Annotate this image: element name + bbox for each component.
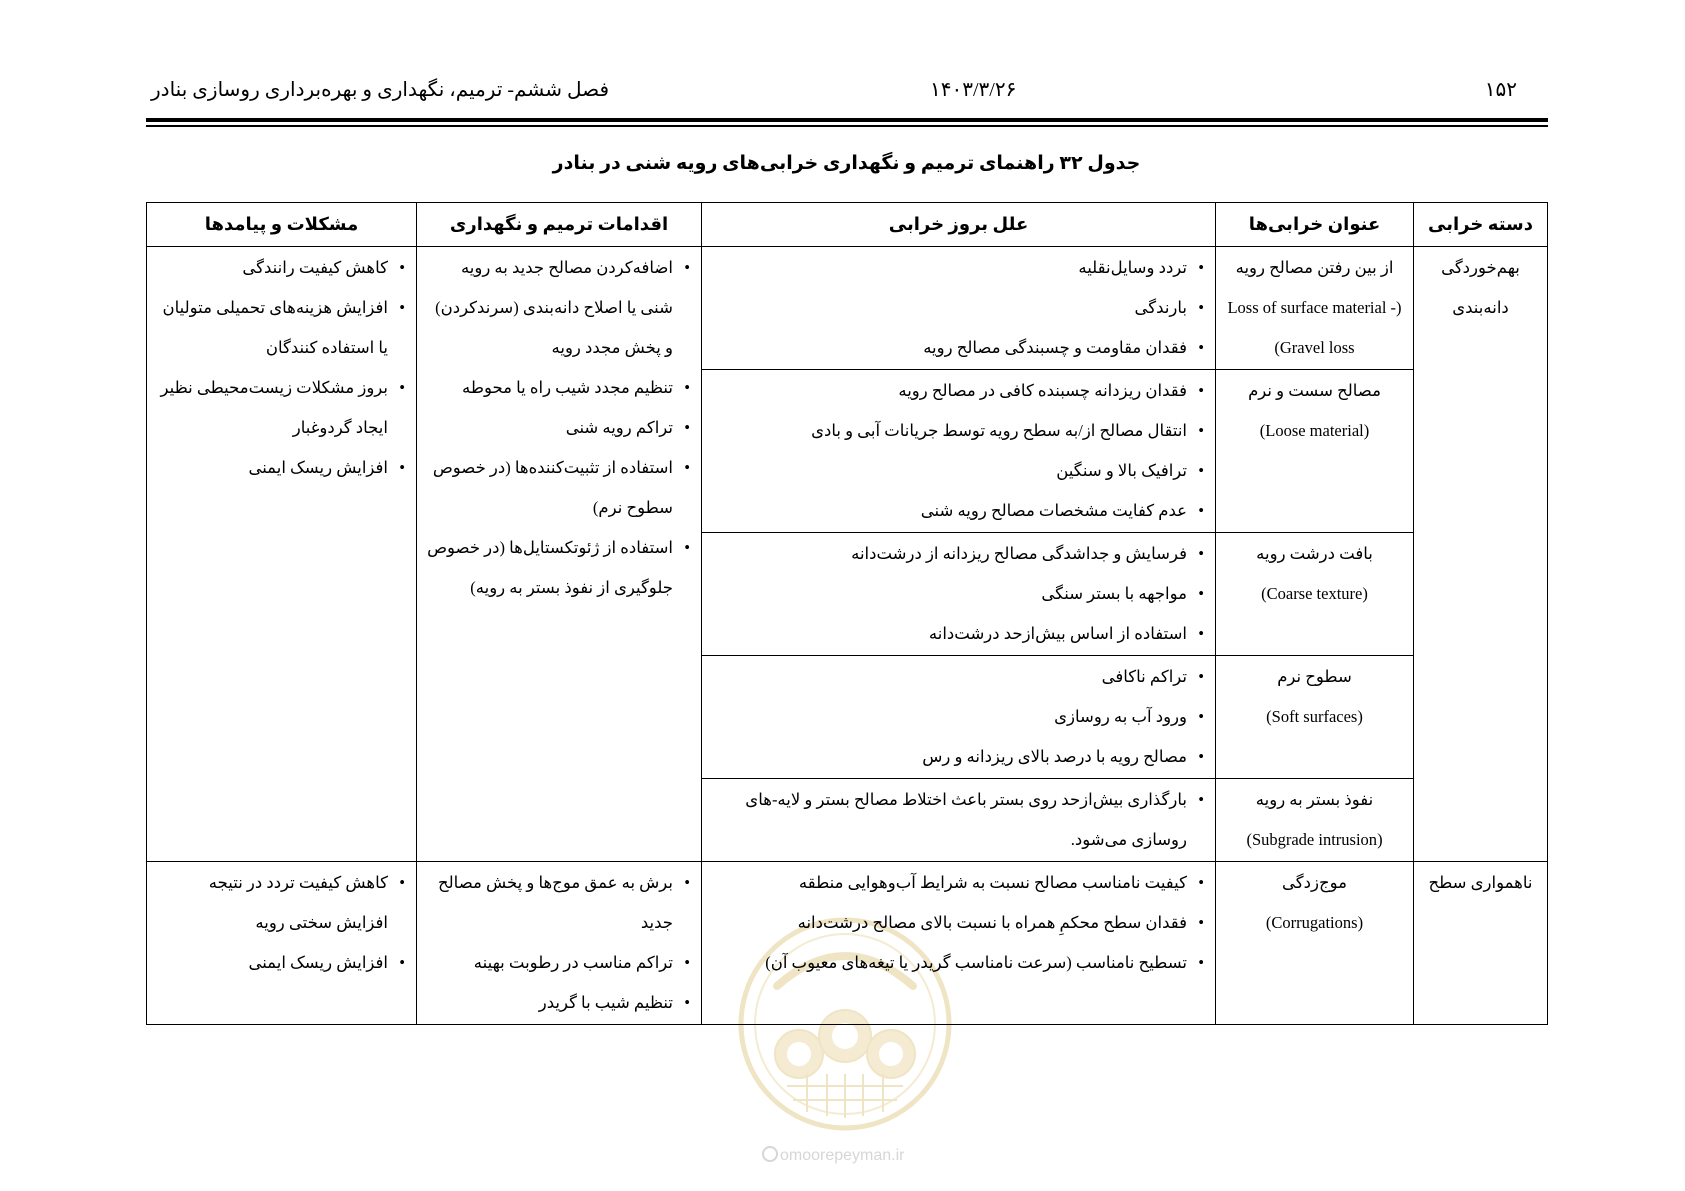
distress-english: (Loose material)	[1259, 421, 1370, 440]
cause-item: • فقدان مقاومت و چسبندگی مصالح رویه	[710, 328, 1207, 368]
chapter-title: فصل ششم- ترمیم، نگهداری و بهره‌برداری روسازی بنادر	[151, 79, 610, 101]
cause-item: • مواجهه با بستر سنگی	[710, 574, 1207, 614]
header-date: ۱۴۰۳/۳/۲۶	[930, 79, 1017, 101]
cause-item: • ترافیک بالا و سنگین	[710, 451, 1207, 491]
cause-item: • تردد وسایل‌نقلیه	[710, 248, 1207, 288]
consequences-cell	[147, 862, 417, 1025]
cause-item: • تسطیح نامناسب (سرعت نامناسب گریدر یا تیغه‌های معیوب آن)	[710, 943, 1207, 983]
actions-cell	[417, 247, 702, 862]
header-distress: عنوان خرابی‌ها	[1216, 203, 1414, 247]
action-item: • تنظیم مجدد شیب راه یا محوطه	[425, 368, 693, 408]
consequence-item: • کاهش کیفیت رانندگی	[155, 248, 408, 288]
header-category: دسته خرابی	[1414, 203, 1548, 247]
consequence-item: • افزایش ریسک ایمنی	[155, 448, 408, 488]
header-rule-thick	[146, 118, 1548, 122]
action-item: • تنظیم شیب با گریدر	[425, 983, 693, 1023]
header-causes: علل بروز خرابی	[702, 203, 1216, 247]
distress-name: سطوح نرم	[1277, 667, 1352, 686]
category-cell: بهم‌خوردگی دانه‌بندی	[1414, 247, 1548, 862]
distress-cell	[1216, 862, 1414, 1025]
cause-item: • بارگذاری بیش‌ازحد روی بستر باعث اختلاط مصالح بستر و لایه-های روسازی می‌شود.	[710, 780, 1207, 860]
causes-cell	[702, 656, 1216, 779]
distress-name: از بین رفتن مصالح رویه	[1235, 258, 1394, 277]
table-title: جدول ۳۲ راهنمای ترمیم و نگهداری خرابی‌های رویه شنی در بنادر	[552, 153, 1141, 174]
distress-name: موج‌زدگی	[1282, 873, 1347, 892]
cause-item: • انتقال مصالح از/به سطح رویه توسط جریانات آبی و بادی	[710, 411, 1207, 451]
cause-item: • فرسایش و جداشدگی مصالح ریزدانه از درشت‌دانه	[710, 534, 1207, 574]
distress-name: بافت درشت رویه	[1256, 544, 1373, 563]
consequence-item: • کاهش کیفیت تردد در نتیجه افزایش سختی رویه	[155, 863, 408, 943]
cause-item: • کیفیت نامناسب مصالح نسبت به شرایط آب‌وهوایی منطقه	[710, 863, 1207, 903]
distress-cell	[1216, 370, 1414, 533]
action-item: • تراکم رویه شنی	[425, 408, 693, 448]
cause-item: • تراکم ناکافی	[710, 657, 1207, 697]
distress-english: (Loss of surface material -Gravel loss)	[1227, 298, 1402, 357]
action-item: • استفاده از تثبیت‌کننده‌ها (در خصوص سطوح نرم)	[425, 448, 693, 528]
distress-cell	[1216, 656, 1414, 779]
distress-cell	[1216, 533, 1414, 656]
consequence-item: • بروز مشکلات زیست‌محیطی نظیر ایجاد گردوغبار	[155, 368, 408, 448]
distress-english: (Corrugations)	[1265, 913, 1364, 932]
action-item: • برش به عمق موج‌ها و پخش مصالح جدید	[425, 863, 693, 943]
cause-item: • بارندگی	[710, 288, 1207, 328]
table-row	[147, 862, 1548, 1025]
causes-cell	[702, 247, 1216, 370]
causes-cell	[702, 533, 1216, 656]
distress-english: (Soft surfaces)	[1266, 707, 1363, 726]
distress-name: نفوذ بستر به رویه	[1255, 790, 1374, 809]
cause-item: • فقدان ریزدانه چسبنده کافی در مصالح رویه	[710, 371, 1207, 411]
consequence-item: • افزایش ریسک ایمنی	[155, 943, 408, 983]
distress-cell	[1216, 247, 1414, 370]
causes-cell	[702, 862, 1216, 1025]
cause-item: • استفاده از اساس بیش‌ازحد درشت‌دانه	[710, 614, 1207, 654]
table-row	[147, 247, 1548, 370]
cause-item: • مصالح رویه با درصد بالای ریزدانه و رس	[710, 737, 1207, 777]
action-item: • استفاده از ژئوتکستایل‌ها (در خصوص جلوگیری از نفوذ بستر به رویه)	[425, 528, 693, 608]
cause-item: • عدم کفایت مشخصات مصالح رویه شنی	[710, 491, 1207, 531]
actions-cell	[417, 862, 702, 1025]
distress-english: (Subgrade intrusion)	[1246, 830, 1383, 849]
causes-cell	[702, 370, 1216, 533]
action-item: • اضافه‌کردن مصالح جدید به رویه شنی یا اصلاح دانه‌بندی (سرندکردن) و پخش مجدد رویه	[425, 248, 693, 368]
watermark-site	[742, 1142, 942, 1166]
cause-item: • ورود آب به روسازی	[710, 697, 1207, 737]
causes-cell	[702, 779, 1216, 862]
distress-english: (Coarse texture)	[1261, 584, 1368, 603]
consequences-cell	[147, 247, 417, 862]
distress-name: مصالح سست و نرم	[1248, 381, 1381, 400]
page-number: ۱۵۲	[1484, 79, 1517, 101]
cause-item: • فقدان سطح محکمِ همراه با نسبت بالای مصالح درشت‌دانه	[710, 903, 1207, 943]
action-item: • تراکم مناسب در رطوبت بهینه	[425, 943, 693, 983]
header-actions: اقدامات ترمیم و نگهداری	[417, 203, 702, 247]
consequence-item: • افزایش هزینه‌های تحمیلی متولیان یا استفاده کنندگان	[155, 288, 408, 368]
table-header-row	[147, 203, 1548, 247]
repair-guide-table	[146, 202, 1548, 1025]
distress-cell	[1216, 779, 1414, 862]
watermark-text: omoorepeyman.ir	[780, 1147, 905, 1164]
header-consequences: مشکلات و پیامدها	[147, 203, 417, 247]
header-rule-thin	[146, 125, 1548, 127]
category-cell: ناهمواری سطح	[1414, 862, 1548, 1025]
